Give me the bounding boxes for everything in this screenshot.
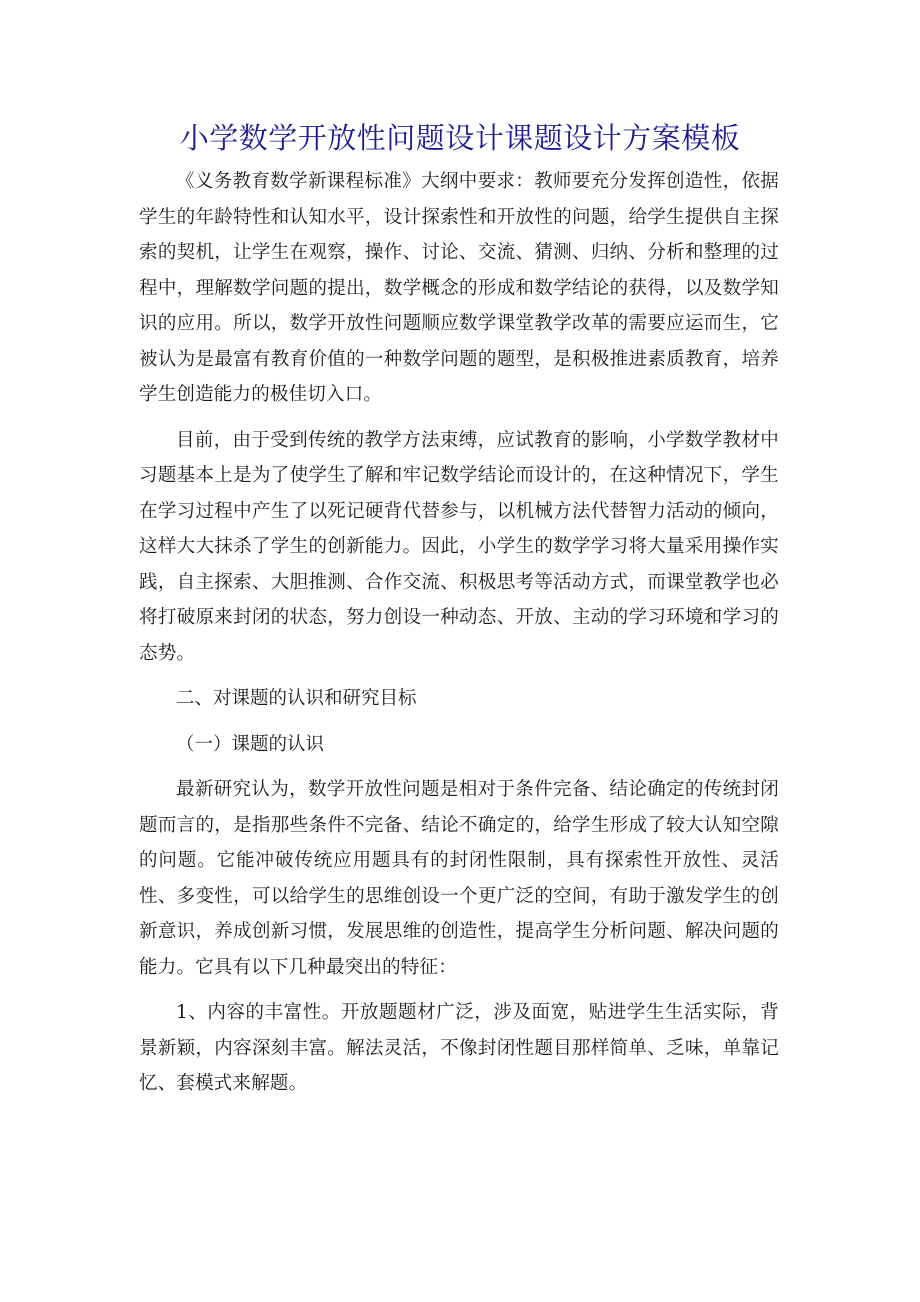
section-heading: 二、对课题的认识和研究目标 xyxy=(176,688,417,709)
body-paragraph: 最新研究认为，数学开放性问题是相对于条件完备、结论确定的传统封闭题而言的，是指那些条件不完备、结论不确定的，给学生形成了较大认知空隙的问题。它能冲破传统应用题具有的封闭性限制，具有探索性开放性、灵活性、多变性，可以给学生的思维创设一个更广泛的空间，有助于激发学生的创新意识，养成创新习惯，发展思维的创造性，提高学生分析问题、解决问题的能力。它具有以下几种最突出的特征： xyxy=(139,779,779,978)
document-body xyxy=(139,164,779,1112)
subsection-heading: （一）课题的认识 xyxy=(176,733,325,755)
body-paragraph: 目前，由于受到传统的教学方法束缚，应试教育的影响，小学数学教材中习题基本上是为了使学生了解和牢记数学结论而设计的，在这种情况下，学生在学习过程中产生了以死记硬背代替参与，以机械方法代替智力活动的倾向，这样大大抹杀了学生的创新能力。因此，小学生的数学学习将大量采用操作实践，自主探索、大胆推测、合作交流、积极思考等活动方式，而课堂教学也必将打破原来封闭的状态，努力创设一种动态、开放、主动的学习环境和学习的态势。 xyxy=(139,429,779,664)
body-paragraph: 1、内容的丰富性。开放题题材广泛，涉及面宽，贴进学生生活实际，背景新颖，内容深刻丰富。解法灵活，不像封闭性题目那样简单、乏味，单靠记忆、套模式来解题。 xyxy=(139,1002,779,1094)
body-paragraph: 《义务教育数学新课程标准》大纲中要求：教师要充分发挥创造性，依据学生的年龄特性和认知水平，设计探索性和开放性的问题，给学生提供自主探索的契机，让学生在观察，操作、讨论、交流、猜测、归纳、分析和整理的过程中，理解数学问题的提出，数学概念的形成和数学结论的获得，以及数学知识的应用。所以，数学开放性问题顺应数学课堂教学改革的需要应运而生，它被认为是最富有教育价值的一种数学问题的题型，是积极推进素质教育，培养学生创造能力的极佳切入口。 xyxy=(139,171,779,405)
document-title: 小学数学开放性问题设计课题设计方案模板 xyxy=(179,121,741,155)
